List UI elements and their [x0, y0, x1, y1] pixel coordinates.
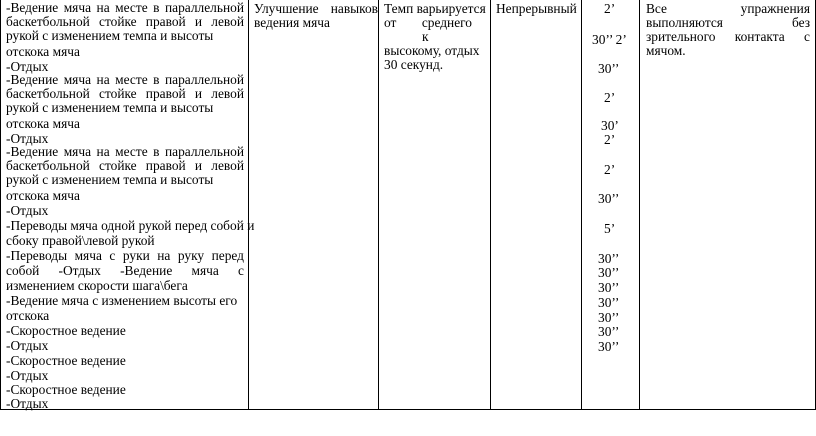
- exercise-word: -Ведение: [120, 263, 173, 278]
- exercise-line: баскетбольной стойке правой и левой: [6, 158, 244, 173]
- table-border-bottom: [0, 409, 816, 410]
- time-value: 30’’: [598, 251, 620, 266]
- method-cell: [496, 2, 576, 16]
- exercise-line: рукой с изменением темпа и высоты: [6, 28, 214, 43]
- exercise-line: -Отдых: [6, 338, 49, 353]
- method-text: Непрерывный: [496, 1, 577, 16]
- exercise-line: -Переводы мяча одной рукой перед собой и: [6, 218, 255, 233]
- exercise-line: -Отдых: [6, 368, 49, 383]
- time-value: 30’’: [598, 191, 620, 206]
- tempo-line: Темп варьируется: [384, 1, 486, 16]
- exercise-word: мяча: [191, 263, 219, 278]
- time-value: 2’: [604, 90, 616, 105]
- exercise-line: -Отдых: [6, 203, 49, 218]
- exercise-line: -Отдых: [6, 131, 49, 146]
- exercise-line: рукой с изменением темпа и высоты: [6, 100, 214, 115]
- goal-line: ведения мяча: [254, 15, 330, 30]
- time-value: 30’’ 2’: [592, 32, 627, 47]
- exercise-line: -Отдых: [6, 396, 49, 411]
- tempo-line: 30 секунд.: [384, 57, 444, 72]
- tempo-line: высокому, отдых: [384, 43, 480, 58]
- exercise-line: -Ведение мяча на месте в параллельной: [6, 144, 244, 159]
- column-divider: [490, 0, 491, 410]
- time-value: 30’’: [598, 339, 620, 354]
- exercise-line: -Переводы мяча с руки на руку перед: [6, 248, 244, 263]
- time-value: 30’’: [598, 265, 620, 280]
- time-value: 2’: [604, 1, 616, 16]
- exercise-line: [6, 264, 244, 278]
- exercise-line: изменением скорости шага\бега: [6, 278, 188, 293]
- exercise-line: -Скоростное ведение: [6, 353, 126, 368]
- exercise-word: с: [238, 263, 244, 278]
- time-value: 30’’: [598, 310, 620, 325]
- exercise-line: отскока мяча: [6, 44, 80, 59]
- time-value: 2’: [604, 132, 616, 147]
- note-cell: [646, 2, 810, 58]
- time-value: 30’’: [598, 280, 620, 295]
- exercise-line: -Скоростное ведение: [6, 382, 126, 397]
- exercise-line: -Отдых: [6, 59, 49, 74]
- column-divider: [639, 0, 640, 410]
- time-value: 30’: [601, 118, 619, 133]
- exercise-line: -Ведение мяча с изменением высоты его: [6, 293, 238, 308]
- time-value: 30’’: [598, 295, 620, 310]
- time-value: 2’: [604, 162, 616, 177]
- tempo-line: [384, 16, 472, 30]
- column-divider: [248, 0, 249, 410]
- column-divider: [378, 0, 379, 410]
- goal-line: Улучшение навыков: [254, 1, 378, 16]
- exercise-line: рукой с изменением темпа и высоты: [6, 172, 214, 187]
- exercise-line: баскетбольной стойке правой и левой: [6, 14, 244, 29]
- exercise-line: -Скоростное ведение: [6, 323, 126, 338]
- column-divider: [581, 0, 582, 410]
- tempo-word: среднего: [421, 15, 472, 30]
- note-text: Все упражнения выполняются без зрительного контакта с мячом.: [646, 1, 810, 58]
- exercise-line: отскока мяча: [6, 188, 80, 203]
- exercise-line: баскетбольной стойке правой и левой: [6, 86, 244, 101]
- exercise-line: -Ведение мяча на месте в параллельной: [6, 0, 244, 15]
- exercise-word: -Отдых: [58, 263, 101, 278]
- table-border-left: [0, 0, 1, 410]
- goal-cell: [254, 2, 378, 30]
- exercise-line: сбоку правой\левой рукой: [6, 233, 155, 248]
- tempo-cell: [384, 2, 488, 72]
- exercise-line: отскока: [6, 308, 50, 323]
- exercise-line: -Ведение мяча на месте в параллельной: [6, 72, 244, 87]
- tempo-word: от: [384, 15, 397, 30]
- exercise-word: собой: [6, 263, 40, 278]
- tempo-line: к: [422, 29, 429, 44]
- exercise-line: отскока мяча: [6, 116, 80, 131]
- time-value: 5’: [604, 221, 616, 236]
- time-value: 30’’: [598, 324, 620, 339]
- time-value: 30’’: [598, 61, 620, 76]
